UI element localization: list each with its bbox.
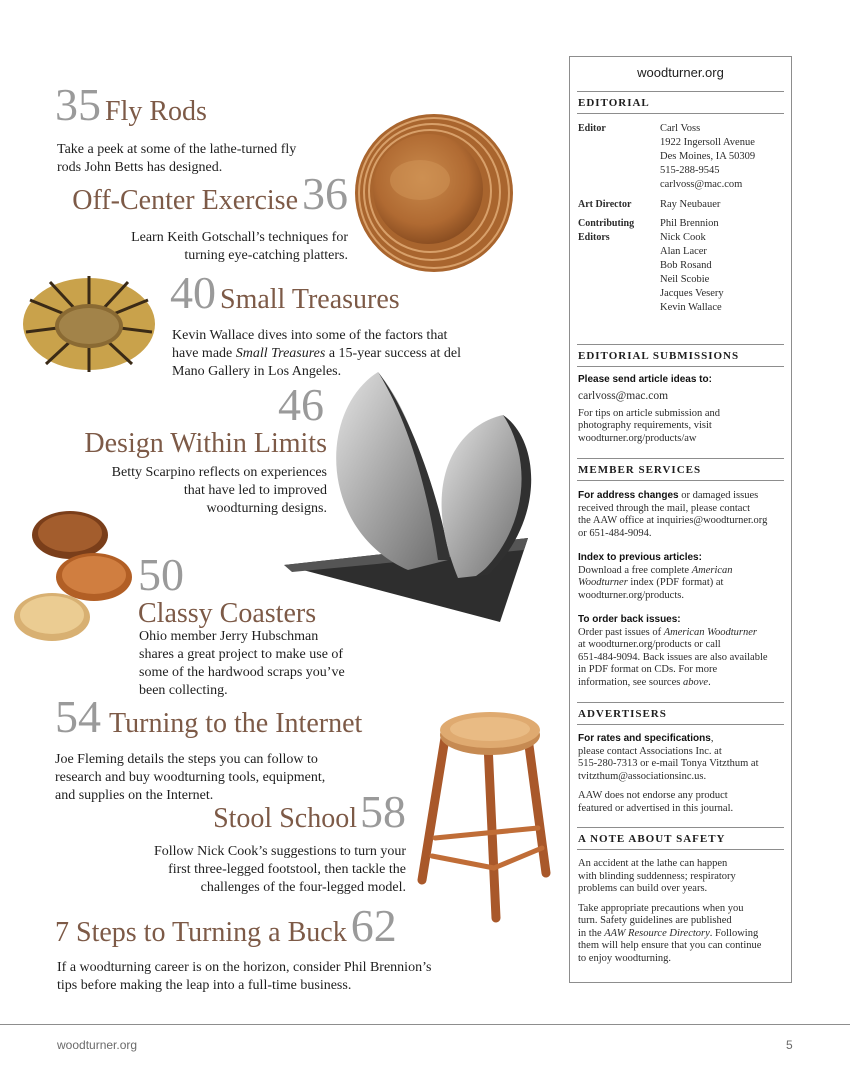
article-title: Stool School	[213, 803, 357, 834]
contributing-editors-row	[578, 217, 783, 315]
member-services-heading: MEMBER SERVICES	[577, 458, 784, 481]
fluted-bowl-image	[20, 270, 158, 378]
safety-section: An accident at the lathe can happen with blinding suddenness; respiratory problems can build over years. Take appropriate precautions when you turn. Safety guidelines are published in the AAW Resource Directory. Following them will help ensure that you can continue to enjoy woodturning.	[578, 858, 762, 964]
contributor-name: Jacques Vesery	[660, 288, 724, 299]
submissions-text-line: For tips on article submission and	[578, 407, 721, 419]
article-title: Off-Center Exercise	[72, 185, 298, 216]
sidebar-site-link[interactable]: woodturner.org	[637, 65, 724, 80]
contributor-name: Neil Scobie	[660, 274, 710, 285]
article-design-within-limits[interactable]	[60, 379, 327, 518]
article-desc-line: Betty Scarpino reflects on experiences	[111, 465, 327, 480]
article-desc-line: some of the hardwood scraps you’ve	[139, 665, 345, 680]
submissions-section	[570, 374, 791, 445]
article-number: 62	[350, 900, 397, 951]
article-desc-line: Take a peek at some of the lathe-turned fly	[57, 142, 297, 157]
advertisers-note: AAW does not endorse any product featured or advertised in this journal.	[578, 790, 734, 814]
article-number: 35	[55, 79, 101, 130]
article-desc-line: Kevin Wallace dives into some of the factors that	[172, 328, 448, 343]
art-director-name: Ray Neubauer	[660, 199, 721, 210]
article-desc-line: rods John Betts has designed.	[57, 160, 223, 175]
submissions-label: Please send article ideas to:	[578, 374, 712, 385]
article-desc-line: shares a great project to make use of	[139, 647, 344, 662]
article-off-center-exercise[interactable]	[55, 170, 348, 265]
article-desc-line: turning eye-catching platters.	[184, 248, 348, 263]
article-number: 50	[138, 549, 184, 600]
advertisers-section: For rates and specifications, please contact Associations Inc. at 515-280-7313 or e-mail Tonya Vitzthum at tvitzthum@associationsinc.us. AAW does not endorse any product featured or advertised in this journal.	[570, 733, 791, 815]
article-desc-line: Learn Keith Gotschall’s techniques for	[131, 230, 348, 245]
article-number: 58	[360, 786, 406, 837]
submissions-text-line: photography requirements, visit	[578, 420, 712, 431]
stool-image	[410, 708, 560, 928]
article-desc-line: If a woodturning career is on the horizon, consider Phil Brennion’s	[57, 960, 432, 975]
platter-image	[354, 112, 514, 274]
article-desc-line: woodturning designs.	[206, 501, 327, 516]
article-title: Turning to the Internet	[109, 708, 363, 739]
back-issues-text: To order back issues: Order past issues of American Woodturner at woodturner.org/products or call 651-484-9094. Back issues are also available in PDF format on CDs. For more information, see sources above.	[578, 614, 768, 688]
article-desc-line: Joe Fleming details the steps you can follow to	[55, 752, 318, 767]
editor-email[interactable]: carlvoss@mac.com	[660, 179, 743, 190]
article-7-steps-to-turning-a-buck[interactable]	[55, 902, 505, 995]
article-fly-rods[interactable]	[55, 79, 355, 177]
article-desc-line: have made Small Treasures a 15-year success at del	[172, 346, 462, 361]
article-title: 7 Steps to Turning a Buck	[55, 917, 347, 948]
article-title: Fly Rods	[105, 96, 207, 127]
footer-site-link[interactable]: woodturner.org	[57, 1038, 138, 1052]
member-services-section	[570, 490, 791, 689]
article-desc-line: first three-legged footstool, then tackle the	[168, 862, 406, 877]
article-desc-line: tips before making the leap into a full-time business.	[57, 978, 352, 993]
safety-heading: A NOTE ABOUT SAFETY	[577, 827, 784, 850]
article-number: 46	[278, 379, 324, 430]
contributor-name: Bob Rosand	[660, 260, 712, 271]
article-desc-line: and supplies on the Internet.	[55, 788, 214, 803]
submissions-link[interactable]: woodturner.org/products/aw	[578, 432, 697, 444]
article-small-treasures[interactable]	[170, 267, 500, 381]
contributor-name: Nick Cook	[660, 232, 706, 243]
contributor-name: Phil Brennion	[660, 218, 719, 229]
article-stool-school[interactable]	[100, 788, 406, 897]
article-title: Small Treasures	[220, 284, 400, 315]
article-number: 54	[55, 691, 101, 742]
submissions-heading: EDITORIAL SUBMISSIONS	[577, 344, 784, 367]
masthead-sidebar	[569, 56, 792, 983]
page-number: 5	[786, 1038, 793, 1052]
article-number: 36	[302, 168, 348, 219]
editor-row	[578, 122, 783, 192]
article-desc-line: research and buy woodturning tools, equipment,	[55, 770, 326, 785]
coasters-image	[10, 505, 140, 645]
article-desc-line: been collecting.	[139, 683, 228, 698]
article-title: Design Within Limits	[84, 428, 327, 459]
article-title: Classy Coasters	[138, 598, 317, 629]
editorial-heading: EDITORIAL	[577, 91, 784, 114]
submissions-email[interactable]: carlvoss@mac.com	[578, 389, 669, 402]
article-classy-coasters[interactable]	[138, 549, 398, 700]
editor-address: 1922 Ingersoll Avenue	[660, 137, 755, 148]
art-director-row	[578, 198, 783, 212]
contributor-name: Alan Lacer	[660, 246, 707, 257]
article-desc-line: Mano Gallery in Los Angeles.	[172, 364, 342, 379]
address-change-text: For address changes or damaged issues received through the mail, please contact the AAW office at inquiries@woodturner.org or 651-484-9094.	[578, 490, 768, 539]
footer-rule	[0, 1024, 850, 1025]
editor-name: Carl Voss	[660, 123, 701, 134]
editorial-section	[570, 122, 791, 315]
index-text: Index to previous articles: Download a free complete American Woodturner index (PDF format) at woodturner.org/products.	[578, 552, 733, 601]
article-number: 40	[170, 267, 216, 318]
contributing-role: Contributing Editors	[578, 218, 635, 243]
article-desc-line: Ohio member Jerry Hubschman	[139, 629, 319, 644]
editor-phone: 515-288-9545	[660, 165, 720, 176]
article-desc-line: challenges of the four-legged model.	[200, 880, 406, 895]
editor-role: Editor	[578, 123, 606, 134]
article-desc-line: that have led to improved	[183, 483, 327, 498]
article-desc-line: Follow Nick Cook’s suggestions to turn your	[153, 844, 406, 859]
contributor-name: Kevin Wallace	[660, 302, 722, 313]
art-director-role: Art Director	[578, 199, 632, 210]
advertisers-heading: ADVERTISERS	[577, 702, 784, 725]
editor-city: Des Moines, IA 50309	[660, 151, 756, 162]
